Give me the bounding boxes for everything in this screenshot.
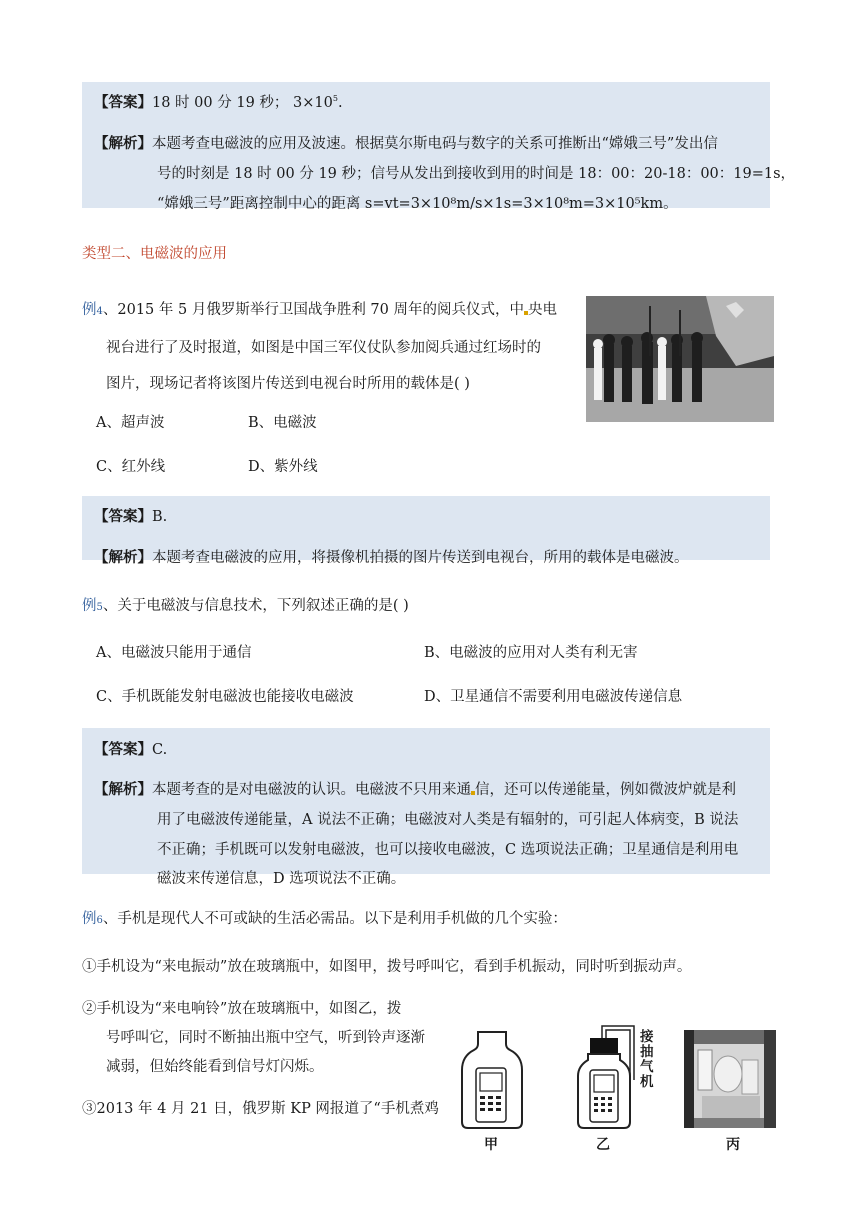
caption-bing: 丙 [726, 1137, 740, 1153]
answer-box-3 [82, 728, 770, 887]
experiment-item-2-line-2: 号呼叫它，同时不断抽出瓶中空气，听到铃声逐渐 [106, 1030, 425, 1046]
answer-text: B. [152, 509, 168, 525]
option-d: D、紫外线 [248, 459, 318, 475]
example-label: 例 [82, 598, 97, 614]
example-label: 例 [82, 911, 97, 927]
answer-line [94, 738, 167, 759]
pump-label: 接抽气机 [640, 1029, 654, 1090]
analysis-label: 【解析】 [94, 781, 152, 798]
example-4-line-2: 视台进行了及时报道，如图是中国三军仪仗队参加阅兵通过红场时的 [106, 340, 541, 356]
analysis-label: 【解析】 [94, 135, 152, 152]
analysis-line [94, 546, 689, 567]
analysis-text-1: 本题考查电磁波的应用及波速。根据莫尔斯电码与数字的关系可推断出“嫦娥三号”发出信 [152, 136, 718, 152]
experiment-item-1: ①手机设为“来电振动”放在玻璃瓶中，如图甲，拨号呼叫它，看到手机振动，同时听到振动声。 [82, 959, 692, 975]
caption-jia: 甲 [484, 1137, 498, 1153]
example-label: 例 [82, 302, 97, 318]
analysis-line-1 [94, 132, 718, 153]
example-4-line-1 [82, 298, 557, 319]
analysis-text-1b: 信，还可以传递能量，例如微波炉就是利 [475, 782, 736, 798]
example-5-stem [82, 594, 409, 615]
answer-label: 【答案】 [94, 741, 152, 758]
example-4-text-b: 央电 [528, 302, 557, 318]
option-c: C、红外线 [96, 459, 166, 475]
analysis-line-3: 不正确；手机既可以发射电磁波，也可以接收电磁波，C 选项说法正确；卫星通信是利用电 [157, 842, 739, 858]
analysis-label: 【解析】 [94, 549, 152, 566]
analysis-line-1 [94, 778, 736, 799]
option-b: B、电磁波的应用对人类有利无害 [424, 645, 638, 661]
answer-line [94, 505, 167, 526]
analysis-text-1a: 本题考查的是对电磁波的认识。电磁波不只用来通 [152, 782, 471, 798]
answer-box-1 [82, 82, 796, 212]
photo-figure-bing [684, 1030, 776, 1128]
example-number: 5 [96, 602, 103, 613]
answer-text: C. [152, 742, 168, 758]
example-4-line-3: 图片，现场记者将该图片传送到电视台时所用的载体是( ) [106, 376, 470, 392]
parade-photo [586, 296, 774, 422]
caption-yi: 乙 [596, 1137, 610, 1153]
answer-label: 【答案】 [94, 94, 152, 111]
example-5-text: 、关于电磁波与信息技术，下列叙述正确的是( ) [102, 598, 409, 614]
answer-line [94, 91, 343, 112]
experiment-item-3-line-1: ③2013 年 4 月 21 日，俄罗斯 KP 网报道了“手机煮鸡 [82, 1101, 439, 1117]
answer-exponent: 5 [332, 94, 338, 104]
answer-end: . [337, 95, 343, 111]
analysis-line-2: 号的时刻是 18 时 00 分 19 秒；信号从发出到接收到用的时间是 18：00：20-18：00：19=1s， [157, 166, 796, 182]
option-a: A、电磁波只能用于通信 [96, 645, 252, 661]
jar-figure-jia [460, 1030, 524, 1130]
option-c: C、手机既能发射电磁波也能接收电磁波 [96, 689, 354, 705]
example-4-text-a: 、2015 年 5 月俄罗斯举行卫国战争胜利 70 周年的阅兵仪式，中 [102, 302, 524, 318]
answer-label: 【答案】 [94, 508, 152, 525]
option-d: D、卫星通信不需要利用电磁波传递信息 [424, 689, 683, 705]
analysis-line-2: 用了电磁波传递能量，A 说法不正确；电磁波对人类是有辐射的，可引起人体病变，B 说法 [157, 812, 739, 828]
answer-text: 18 时 00 分 19 秒； 3×10 [152, 95, 333, 111]
answer-box-2 [82, 496, 770, 566]
experiment-item-2-line-1: ②手机设为“来电响铃”放在玻璃瓶中，如图乙，拨 [82, 1001, 402, 1017]
section-title: 类型二、电磁波的应用 [82, 246, 227, 262]
example-6-text: 、手机是现代人不可或缺的生活必需品。以下是利用手机做的几个实验： [102, 911, 567, 927]
analysis-line-3: “嫦娥三号”距离控制中心的距离 s=vt=3×10⁸m/s×1s=3×10⁸m=3×10⁵km。 [157, 196, 678, 212]
analysis-text: 本题考查电磁波的应用，将摄像机拍摄的图片传送到电视台，所用的载体是电磁波。 [152, 550, 689, 566]
example-number: 4 [96, 306, 103, 317]
example-6-stem [82, 907, 567, 928]
analysis-line-4: 磁波来传递信息，D 选项说法不正确。 [157, 871, 406, 887]
experiment-item-2-line-3: 减弱，但始终能看到信号灯闪烁。 [106, 1059, 324, 1075]
option-b: B、电磁波 [248, 415, 317, 431]
option-a: A、超声波 [96, 415, 165, 431]
example-number: 6 [96, 915, 103, 926]
